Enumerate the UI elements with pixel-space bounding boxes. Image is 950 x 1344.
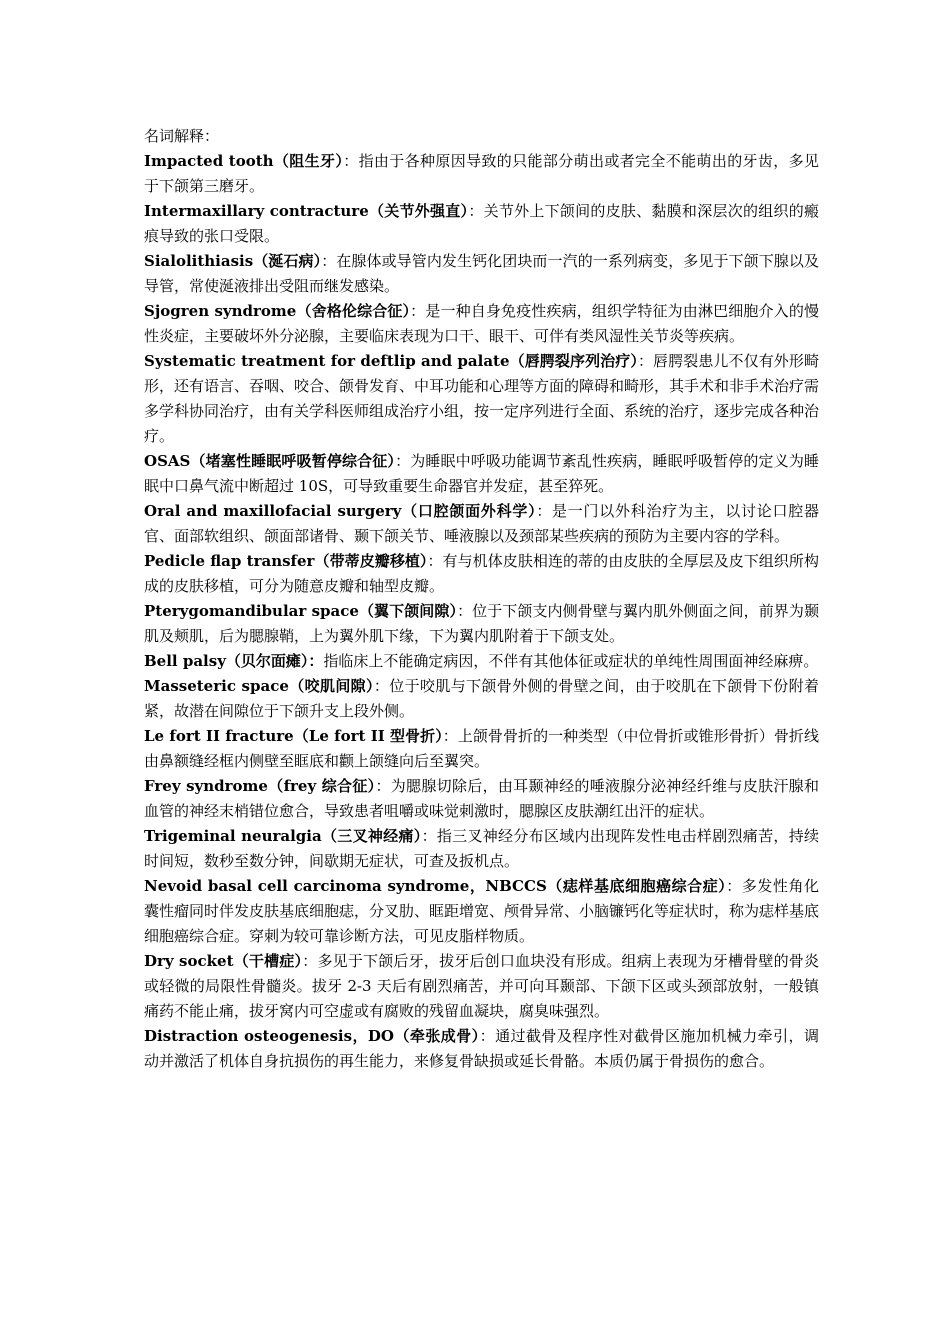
glossary-term: Dry socket（干槽症） bbox=[144, 952, 303, 970]
glossary-entry bbox=[144, 249, 819, 299]
glossary-term: Pedicle flap transfer（带蒂皮瓣移植） bbox=[144, 552, 428, 570]
glossary-term: Oral and maxillofacial surgery（口腔颌面外科学） bbox=[144, 502, 537, 520]
glossary-term: Sialolithiasis（涎石病） bbox=[144, 252, 322, 270]
glossary-definition: ：指三叉神经分布区域内出现阵发性电击样剧烈痛苦，持续时间短，数秒至数分钟，间歇期无症状，可查及扳机点。 bbox=[144, 827, 819, 870]
glossary-definition: ：有与机体皮肤相连的蒂的由皮肤的全厚层及皮下组织所构成的皮肤移植，可分为随意皮瓣和轴型皮瓣。 bbox=[144, 552, 819, 595]
glossary-definition: ：指由于各种原因导致的只能部分萌出或者完全不能萌出的牙齿，多见于下颌第三磨牙。 bbox=[144, 152, 819, 195]
glossary-term: Bell palsy（贝尔面瘫）： bbox=[144, 652, 324, 670]
glossary-definition: ：为睡眠中呼吸功能调节紊乱性疾病，睡眠呼吸暂停的定义为睡眠中口鼻气流中断超过 10S，可导致重要生命器官并发症，甚至猝死。 bbox=[144, 452, 819, 495]
glossary-term: OSAS（堵塞性睡眠呼吸暂停综合征） bbox=[144, 452, 396, 470]
glossary-definition: ：唇腭裂患儿不仅有外形畸形，还有语言、吞咽、咬合、颌骨发育、中耳功能和心理等方面的障碍和畸形，其手术和非手术治疗需多学科协同治疗，由有关学科医师组成治疗小组，按一定序列进行全面、系统的治疗，逐步完成各种治疗。 bbox=[144, 352, 820, 445]
glossary-term: Sjogren syndrome（舍格伦综合征） bbox=[144, 302, 411, 320]
glossary-entry bbox=[144, 649, 819, 674]
document-page bbox=[144, 124, 819, 1074]
glossary-entry bbox=[144, 599, 819, 649]
glossary-definition: 指临床上不能确定病因，不伴有其他体征或症状的单纯性周围面神经麻痹。 bbox=[323, 652, 819, 670]
glossary-list bbox=[144, 149, 819, 1074]
glossary-term: Impacted tooth（阻生牙） bbox=[144, 152, 344, 170]
glossary-entry bbox=[144, 949, 819, 1024]
glossary-entry bbox=[144, 199, 819, 249]
glossary-term: Trigeminal neuralgia（三叉神经痛） bbox=[144, 827, 422, 845]
glossary-entry bbox=[144, 674, 819, 724]
glossary-term: Pterygomandibular space（翼下颌间隙） bbox=[144, 602, 458, 620]
glossary-definition: ：关节外上下颌间的皮肤、黏膜和深层次的组织的瘢痕导致的张口受限。 bbox=[144, 202, 819, 245]
glossary-entry bbox=[144, 774, 819, 824]
glossary-term: Masseteric space（咬肌间隙） bbox=[144, 677, 374, 695]
glossary-definition: ：位于下颌支内侧骨壁与翼内肌外侧面之间，前界为颞肌及颊肌，后为腮腺鞘，上为翼外肌下缘，下为翼内肌附着于下颌支处。 bbox=[144, 602, 819, 645]
section-heading: 名词解释： bbox=[144, 127, 220, 145]
glossary-entry bbox=[144, 824, 819, 874]
glossary-definition: ：是一门以外科治疗为主，以讨论口腔器官、面部软组织、颌面部诸骨、颞下颌关节、唾液腺以及颈部某些疾病的预防为主要内容的学科。 bbox=[144, 502, 819, 545]
glossary-definition: ：通过截骨及程序性对截骨区施加机械力牵引，调动并激活了机体自身抗损伤的再生能力，来修复骨缺损或延长骨骼。本质仍属于骨损伤的愈合。 bbox=[144, 1027, 819, 1070]
glossary-entry bbox=[144, 349, 819, 449]
glossary-definition: ：多见于下颌后牙，拔牙后创口血块没有形成。组病上表现为牙槽骨壁的骨炎或轻微的局限性骨髓炎。拔牙 2-3 天后有剧烈痛苦，并可向耳颞部、下颌下区或头颈部放射，一般镇痛药不能止痛，拔牙窝内可空虚或有腐败的残留血凝块，腐臭味强烈。 bbox=[144, 952, 819, 1020]
glossary-definition: ：是一种自身免疫性疾病，组织学特征为由淋巴细胞介入的慢性炎症，主要破坏外分泌腺，主要临床表现为口干、眼干、可伴有类风湿性关节炎等疾病。 bbox=[144, 302, 819, 345]
glossary-term: Intermaxillary contracture（关节外强直） bbox=[144, 202, 469, 220]
glossary-definition: ：位于咬肌与下颌骨外侧的骨壁之间，由于咬肌在下颌骨下份附着紧，故潜在间隙位于下颌升支上段外侧。 bbox=[144, 677, 819, 720]
glossary-entry bbox=[144, 299, 819, 349]
glossary-definition: ：在腺体或导管内发生钙化团块而一汽的一系列病变，多见于下颌下腺以及导管，常使涎液排出受阻而继发感染。 bbox=[144, 252, 819, 295]
glossary-entry bbox=[144, 549, 819, 599]
glossary-term: Distraction osteogenesis，DO（牵张成骨） bbox=[144, 1027, 480, 1045]
glossary-definition: ：为腮腺切除后，由耳颞神经的唾液腺分泌神经纤维与皮肤汗腺和血管的神经末梢错位愈合，导致患者咀嚼或味觉刺激时，腮腺区皮肤潮红出汗的症状。 bbox=[144, 777, 819, 820]
glossary-entry bbox=[144, 724, 819, 774]
glossary-entry bbox=[144, 499, 819, 549]
glossary-term: Nevoid basal cell carcinoma syndrome，NBCCS（痣样基底细胞癌综合症） bbox=[144, 877, 727, 895]
glossary-definition: ：多发性角化囊性瘤同时伴发皮肤基底细胞痣，分叉肋、眶距增宽、颅骨异常、小脑镰钙化等症状时，称为痣样基底细胞癌综合症。穿刺为较可靠诊断方法，可见皮脂样物质。 bbox=[144, 877, 820, 945]
glossary-definition: ：上颌骨骨折的一种类型（中位骨折或锥形骨折）骨折线由鼻额缝经框内侧壁至眶底和颧上颌缝向后至翼突。 bbox=[144, 727, 819, 770]
glossary-entry bbox=[144, 874, 819, 949]
glossary-term: Frey syndrome（frey 综合征） bbox=[144, 777, 376, 795]
glossary-term: Systematic treatment for deftlip and palate（唇腭裂序列治疗） bbox=[144, 352, 638, 370]
glossary-entry bbox=[144, 1024, 819, 1074]
glossary-entry bbox=[144, 149, 819, 199]
glossary-term: Le fort II fracture（Le fort II 型骨折） bbox=[144, 727, 443, 745]
glossary-entry bbox=[144, 449, 819, 499]
